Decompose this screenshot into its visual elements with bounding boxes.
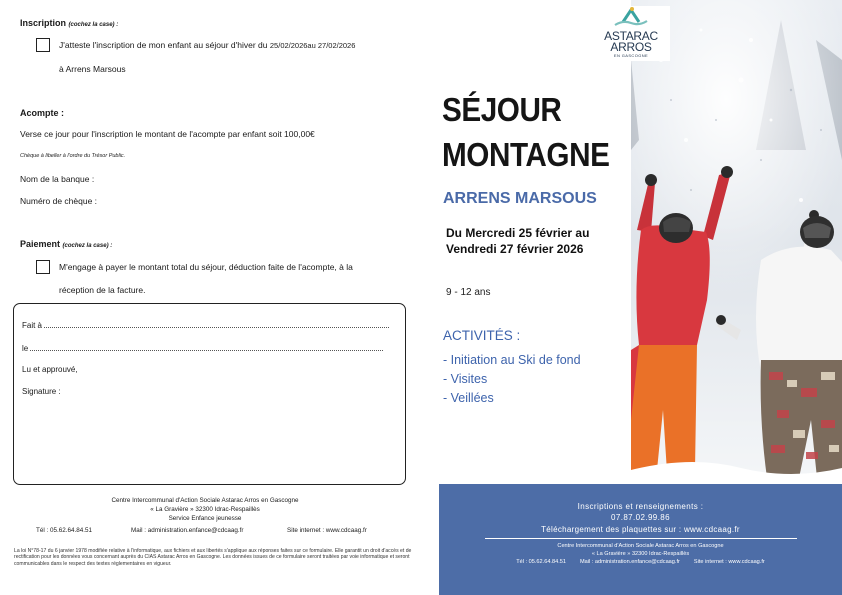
info-registration: Inscriptions et renseignements : xyxy=(577,502,704,511)
dates-line1: Du Mercredi 25 février au xyxy=(446,226,590,240)
footer-tel: Tél : 05.62.64.84.51 xyxy=(36,527,93,534)
snow-photo xyxy=(631,0,842,484)
info-tel: Tél : 05.62.64.84.51 xyxy=(516,559,566,565)
fait-a-label: Fait à xyxy=(22,321,43,330)
bank-name-field[interactable]: Nom de la banque : xyxy=(20,174,95,184)
footer-service: Service Enfance jeunesse xyxy=(168,515,242,522)
dates-line2: Vendredi 27 février 2026 xyxy=(446,242,584,256)
info-site[interactable]: Site internet : www.cdcaag.fr xyxy=(693,559,765,565)
info-download[interactable]: Téléchargement des plaquettes sur : www.cdcaag.fr xyxy=(541,525,740,534)
activity-item: - Veillées xyxy=(443,391,494,405)
location-subtitle: ARRENS MARSOUS xyxy=(443,190,597,207)
logo-line1: ASTARAC xyxy=(604,29,658,43)
signature-box xyxy=(13,303,406,485)
le-dotted-line xyxy=(30,343,383,351)
le-row[interactable] xyxy=(22,343,383,353)
legal-notice: La loi N°78-17 du 6 janvier 1978 modifiée relative à l'informatique, aux fichiers et aux libertés s'applique aux réponses faites sur ce formulaire. Elle garantit un droit d'accès et de rectification pour les données vous concernant auprès du CIAS Astarac Arros en Gascogne. Les données issues de ce formulaire seront traitées par voie informatique et seront communicables dans le respect des textes réglementaires en vigueur. xyxy=(14,548,412,567)
footer-mail[interactable]: Mail : administration.enfance@cdcaag.fr xyxy=(131,527,244,534)
inscription-dates: 25/02/2026au 27/02/2026 xyxy=(269,41,356,50)
info-phone[interactable]: 07.87.02.99.86 xyxy=(611,513,670,522)
logo-line3: EN GASCOGNE xyxy=(613,53,649,58)
paiement-checkbox[interactable] xyxy=(36,260,50,274)
title-line2: MONTAGNE xyxy=(442,136,610,173)
paiement-line1: M'engage à payer le montant total du séjour, déduction faite de l'acompte, à la xyxy=(59,262,353,272)
le-label: le xyxy=(22,344,29,353)
acompte-text: Verse ce jour pour l'inscription le montant de l'acompte par enfant soit 100,00€ xyxy=(20,129,315,139)
inscription-place: à Arrens Marsous xyxy=(59,64,126,74)
info-org: Centre Intercommunal d'Action Sociale Astarac Arros en Gascogne xyxy=(557,543,724,549)
inscription-hint: (cochez la case) : xyxy=(68,22,119,28)
cheque-number-field[interactable]: Numéro de chèque : xyxy=(20,196,98,206)
logo-line2: ARROS xyxy=(610,40,652,54)
inscription-checkbox[interactable] xyxy=(36,38,50,52)
info-divider xyxy=(485,538,797,539)
signature-label: Signature : xyxy=(22,387,61,396)
paiement-line2: réception de la facture. xyxy=(59,285,146,295)
footer-site[interactable]: Site internet : www.cdcaag.fr xyxy=(287,527,367,534)
title-line1: SÉJOUR xyxy=(442,91,562,128)
acompte-title: Acompte : xyxy=(20,108,65,118)
paiement-heading xyxy=(20,239,112,249)
footer-address: « La Gravière » 32300 Idrac-Respaillès xyxy=(150,506,260,513)
logo xyxy=(592,6,670,61)
inscription-line1 xyxy=(59,40,355,50)
info-contacts xyxy=(439,558,842,566)
info-address: « La Gravière » 32300 Idrac-Respaillès xyxy=(591,551,690,557)
dates xyxy=(446,225,589,257)
activities-title: ACTIVITÉS : xyxy=(443,328,521,343)
info-box xyxy=(439,484,842,595)
activity-item: - Visites xyxy=(443,372,488,386)
mountain-logo-icon xyxy=(611,6,651,26)
info-mail[interactable]: Mail : administration.enfance@cdcaag.fr xyxy=(579,559,680,565)
fait-a-dotted-line xyxy=(44,320,389,328)
inscription-heading xyxy=(20,18,118,28)
cheque-note: Chèque à libeller à l'ordre du Trésor Public. xyxy=(20,153,126,159)
lu-approuve: Lu et approuvé, xyxy=(22,365,78,374)
inscription-title: Inscription xyxy=(20,18,67,28)
age-range: 9 - 12 ans xyxy=(446,287,491,298)
activity-item: - Initiation au Ski de fond xyxy=(443,353,581,367)
footer-org: Centre Intercommunal d'Action Sociale Astarac Arros en Gascogne xyxy=(111,497,299,504)
inscription-text: J'atteste l'inscription de mon enfant au séjour d'hiver du xyxy=(59,40,270,50)
snow-children-illustration xyxy=(631,0,842,484)
paiement-hint: (cochez la case) : xyxy=(62,243,113,249)
fait-a-row[interactable] xyxy=(22,320,389,330)
paiement-title: Paiement xyxy=(20,239,61,249)
